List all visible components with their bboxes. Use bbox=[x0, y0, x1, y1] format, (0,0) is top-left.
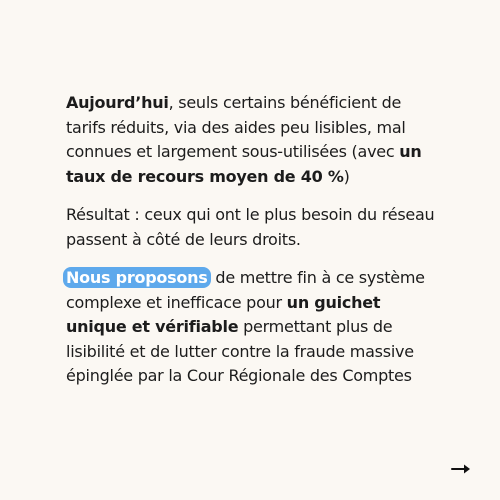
proposal-text: de mettre fin à ce système complexe et inefficace pour bbox=[66, 268, 425, 312]
arrow-right-icon-glyph bbox=[451, 462, 471, 476]
bold-recourse-rate: un taux de recours moyen de 40 % bbox=[66, 142, 422, 186]
bold-today: Aujourd’hui bbox=[66, 93, 169, 112]
proposal-text-end: permettant plus de lisibilité et de lutter contre la fraude massive épinglée par la Cour Régionale des Comptes bbox=[66, 317, 414, 385]
text-content bbox=[66, 91, 441, 389]
paragraph-context bbox=[66, 91, 441, 189]
bold-single-window: un guichet unique et vérifiable bbox=[66, 292, 381, 336]
highlight-we-propose: Nous proposons bbox=[63, 267, 211, 288]
paragraph-result bbox=[66, 203, 441, 252]
paragraph-proposal bbox=[66, 266, 441, 389]
arrow-right-icon[interactable] bbox=[451, 461, 471, 475]
context-text: , seuls certains bénéficient de tarifs réduits, via des aides peu lisibles, mal connues et largement sous-utilisées (avec bbox=[66, 93, 406, 161]
result-text: Résultat : ceux qui ont le plus besoin du réseau passent à côté de leurs droits. bbox=[66, 205, 435, 249]
context-text-end: ) bbox=[343, 166, 350, 186]
